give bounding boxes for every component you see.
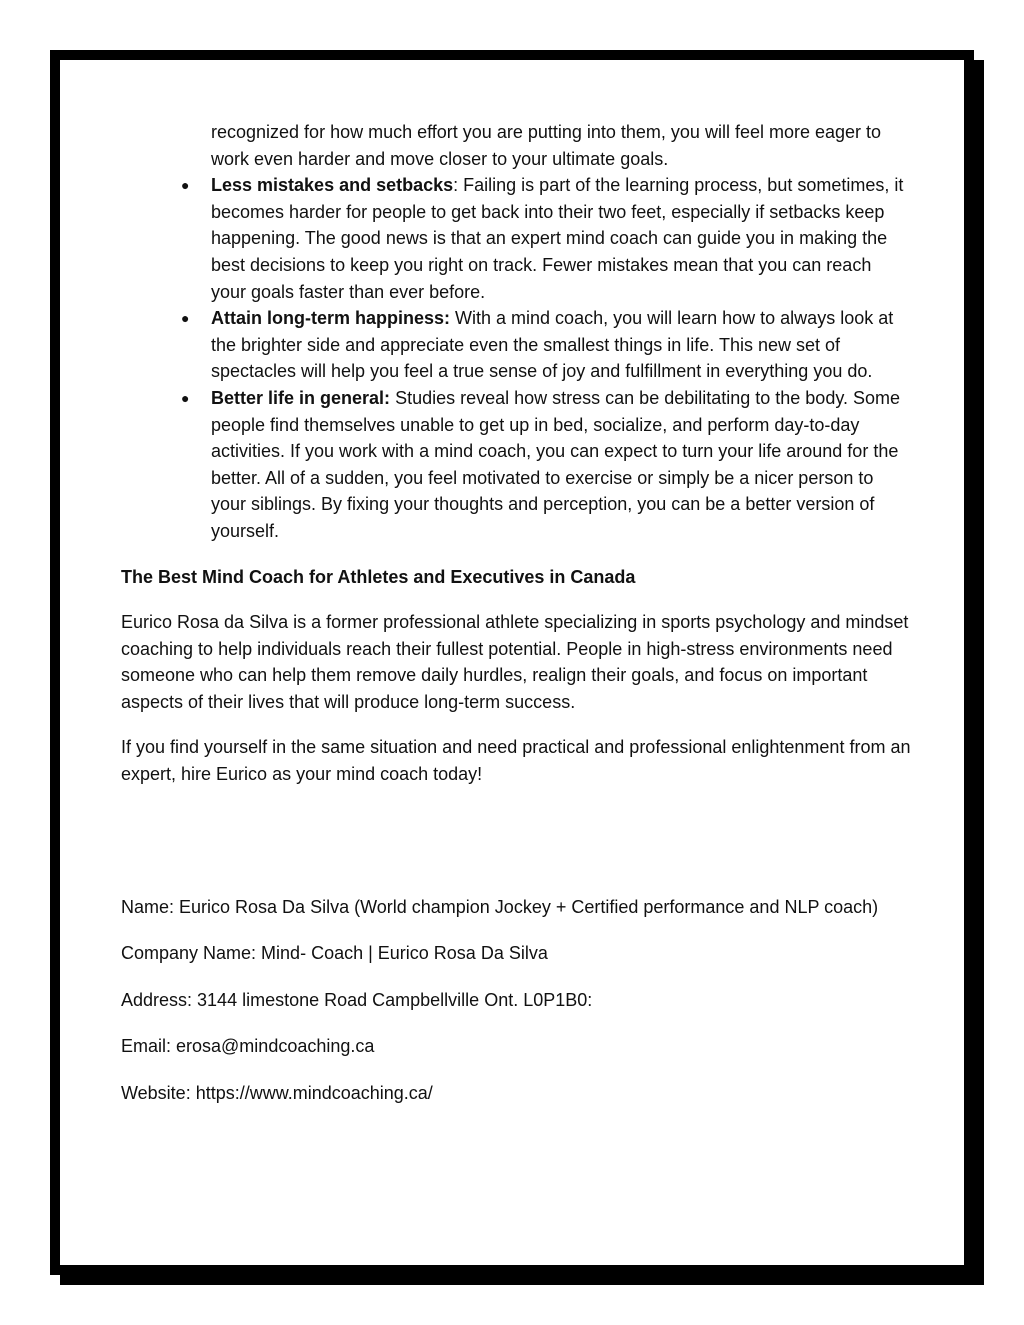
contact-company: Company Name: Mind- Coach | Eurico Rosa Da Silva	[121, 943, 548, 964]
call-to-action-paragraph: If you find yourself in the same situation and need practical and professional enlightenment from an expert, hire Eurico as your mind coach today!	[121, 737, 911, 785]
section-heading: The Best Mind Coach for Athletes and Executives in Canada	[121, 566, 636, 587]
list-item-less-mistakes	[181, 172, 911, 305]
contact-email: Email: erosa@mindcoaching.ca	[121, 1036, 375, 1057]
list-item-separator: :	[453, 175, 464, 196]
list-item-title: Better life in general:	[211, 387, 391, 408]
contact-website: Website: https://www.mindcoaching.ca/	[121, 1083, 433, 1104]
list-item-long-term-happiness	[181, 305, 911, 385]
list-item-text: Failing is part of the learning process, but sometimes, it becomes harder for people to get back into their two feet, especially if setbacks keep happening. The good news is that an expert mind coach can guide you in making the best decisions to keep you right on track. Fewer mistakes mean that you can reach your goals faster than ever before.	[211, 175, 904, 302]
contact-address: Address: 3144 limestone Road Campbellville Ont. L0P1B0:	[121, 989, 593, 1010]
contact-name: Name: Eurico Rosa Da Silva (World champion Jockey + Certified performance and NLP coach)	[121, 896, 879, 917]
bullet-icon: ●	[181, 389, 190, 406]
contact-details	[121, 894, 911, 1107]
list-item-text: recognized for how much effort you are putting into them, you will feel more eager to work even harder and move closer to your ultimate goals.	[211, 122, 882, 169]
benefits-list	[181, 119, 911, 545]
list-item-text: Studies reveal how stress can be debilitating to the body. Some people find themselves unable to get up in bed, socialize, and perform day-to-day activities. If you work with a mind coach, you can expect to turn your life around for the better. All of a sudden, you feel motivated to exercise or simply be a nicer person to your siblings. By fixing your thoughts and perception, you can be a better version of yourself.	[211, 387, 901, 541]
list-item-title: Attain long-term happiness:	[211, 308, 451, 329]
list-item-better-life	[181, 385, 911, 545]
document-body	[121, 119, 911, 1127]
list-item-text: With a mind coach, you will learn how to always look at the brighter side and appreciate even the smallest things in life. This new set of spectacles will help you feel a true sense of joy and fulfillment in everything you do.	[211, 308, 894, 382]
intro-paragraph: Eurico Rosa da Silva is a former professional athlete specializing in sports psychology and mindset coaching to help individuals reach their fullest potential. People in high-stress environments need someone who can help them remove daily hurdles, realign their goals, and focus on important aspects of their lives that will produce long-term success.	[121, 612, 909, 712]
list-item-continued	[211, 119, 911, 172]
bullet-icon: ●	[181, 310, 190, 327]
list-item-title: Less mistakes and setbacks	[211, 175, 454, 196]
bullet-icon: ●	[181, 177, 190, 194]
